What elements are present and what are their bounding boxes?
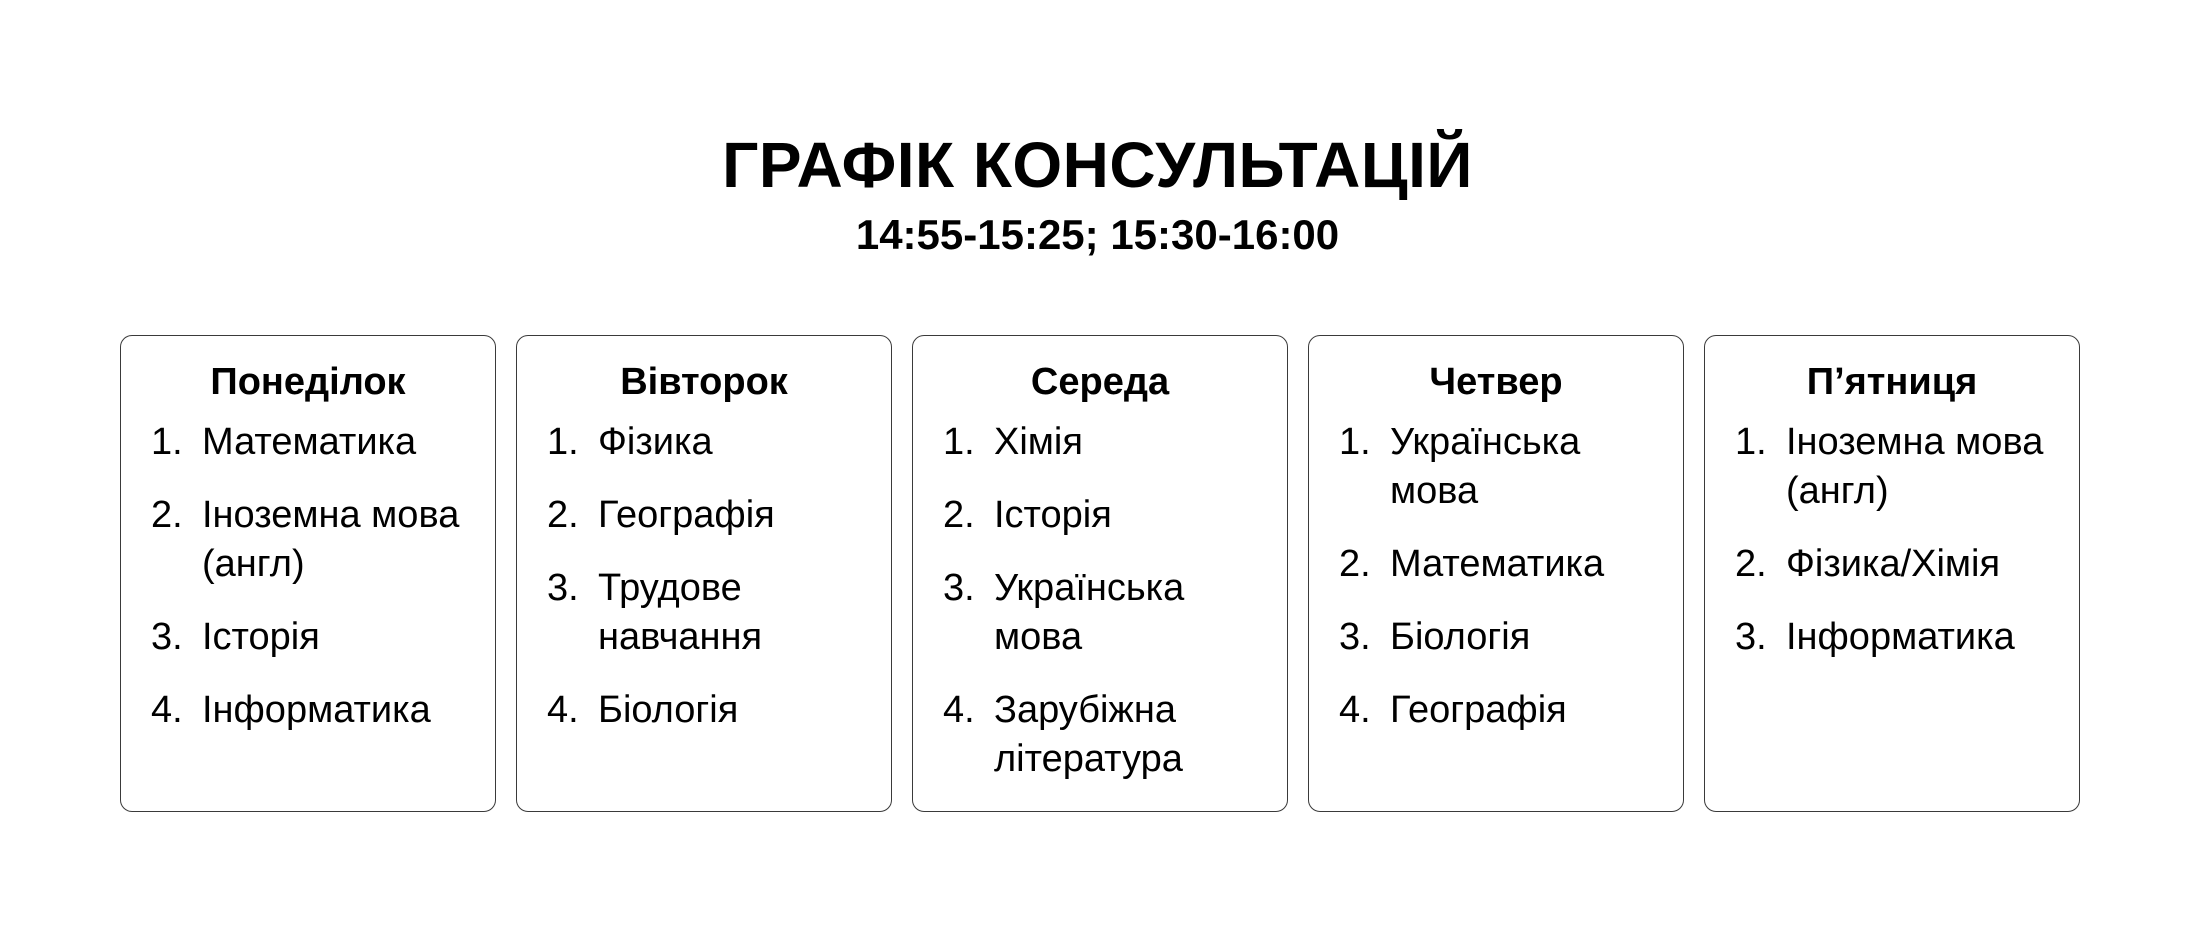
day-title: П’ятниця xyxy=(1806,361,1978,403)
subject-list xyxy=(913,418,1287,784)
list-item xyxy=(1735,540,2079,589)
list-item xyxy=(547,564,891,662)
item-number: 3. xyxy=(1735,616,1767,658)
list-item xyxy=(151,418,495,467)
item-number: 2. xyxy=(1339,543,1371,585)
day-card-thursday xyxy=(1308,335,1684,812)
list-item xyxy=(547,686,891,735)
day-card-wednesday xyxy=(912,335,1288,812)
list-item xyxy=(547,418,891,467)
list-item xyxy=(151,613,495,662)
subject-list xyxy=(517,418,891,735)
day-title: Середа xyxy=(1030,361,1170,403)
subject-name: Хімія xyxy=(994,421,1083,463)
day-title: Понеділок xyxy=(210,361,406,403)
list-item xyxy=(1735,613,2079,662)
day-card-friday xyxy=(1704,335,2080,812)
list-item xyxy=(1339,540,1683,589)
subject-name: Географія xyxy=(598,494,775,536)
subject-list xyxy=(1705,418,2079,662)
subject-name: Фізика xyxy=(598,421,713,463)
subject-name: Історія xyxy=(994,494,1112,536)
subject-name: Трудове навчання xyxy=(598,567,763,658)
item-number: 2. xyxy=(1735,543,1767,585)
subject-name: Біологія xyxy=(598,689,739,731)
day-title: Четвер xyxy=(1429,361,1563,403)
subject-name: Зарубіжна література xyxy=(994,689,1183,780)
page-title: ГРАФІК КОНСУЛЬТАЦІЙ xyxy=(722,129,1473,201)
item-number: 2. xyxy=(151,494,183,536)
item-number: 1. xyxy=(547,421,579,463)
list-item xyxy=(943,418,1287,467)
subject-name: Фізика/Хімія xyxy=(1786,543,2001,585)
list-item xyxy=(943,686,1287,784)
item-number: 1. xyxy=(1735,421,1767,463)
list-item xyxy=(151,491,495,589)
item-number: 1. xyxy=(151,421,183,463)
consultation-time: 14:55-15:25; 15:30-16:00 xyxy=(855,211,1340,258)
item-number: 1. xyxy=(943,421,975,463)
day-card-tuesday xyxy=(516,335,892,812)
subject-name: Іноземна мова (англ) xyxy=(1786,421,2044,512)
subject-name: Математика xyxy=(1390,543,1605,585)
list-item xyxy=(943,491,1287,540)
item-number: 4. xyxy=(943,689,975,731)
list-item xyxy=(1339,613,1683,662)
subject-name: Математика xyxy=(202,421,417,463)
list-item xyxy=(943,564,1287,662)
list-item xyxy=(151,686,495,735)
list-item xyxy=(1735,418,2079,516)
subject-name: Інформатика xyxy=(1786,616,2015,658)
subject-name: Географія xyxy=(1390,689,1567,731)
item-number: 3. xyxy=(1339,616,1371,658)
item-number: 3. xyxy=(547,567,579,609)
subject-name: Українська мова xyxy=(1390,421,1581,512)
subject-name: Історія xyxy=(202,616,320,658)
item-number: 3. xyxy=(943,567,975,609)
item-number: 2. xyxy=(943,494,975,536)
item-number: 2. xyxy=(547,494,579,536)
day-card-monday xyxy=(120,335,496,812)
day-title: Вівторок xyxy=(620,361,788,403)
subject-name: Інформатика xyxy=(202,689,431,731)
subject-list xyxy=(1309,418,1683,735)
subject-name: Іноземна мова (англ) xyxy=(202,494,460,585)
item-number: 4. xyxy=(547,689,579,731)
item-number: 1. xyxy=(1339,421,1371,463)
list-item xyxy=(1339,418,1683,516)
item-number: 4. xyxy=(151,689,183,731)
item-number: 4. xyxy=(1339,689,1371,731)
item-number: 3. xyxy=(151,616,183,658)
subject-name: Біологія xyxy=(1390,616,1531,658)
list-item xyxy=(1339,686,1683,735)
subject-name: Українська мова xyxy=(994,567,1185,658)
list-item xyxy=(547,491,891,540)
subject-list xyxy=(121,418,495,735)
schedule-cards xyxy=(120,335,2080,812)
